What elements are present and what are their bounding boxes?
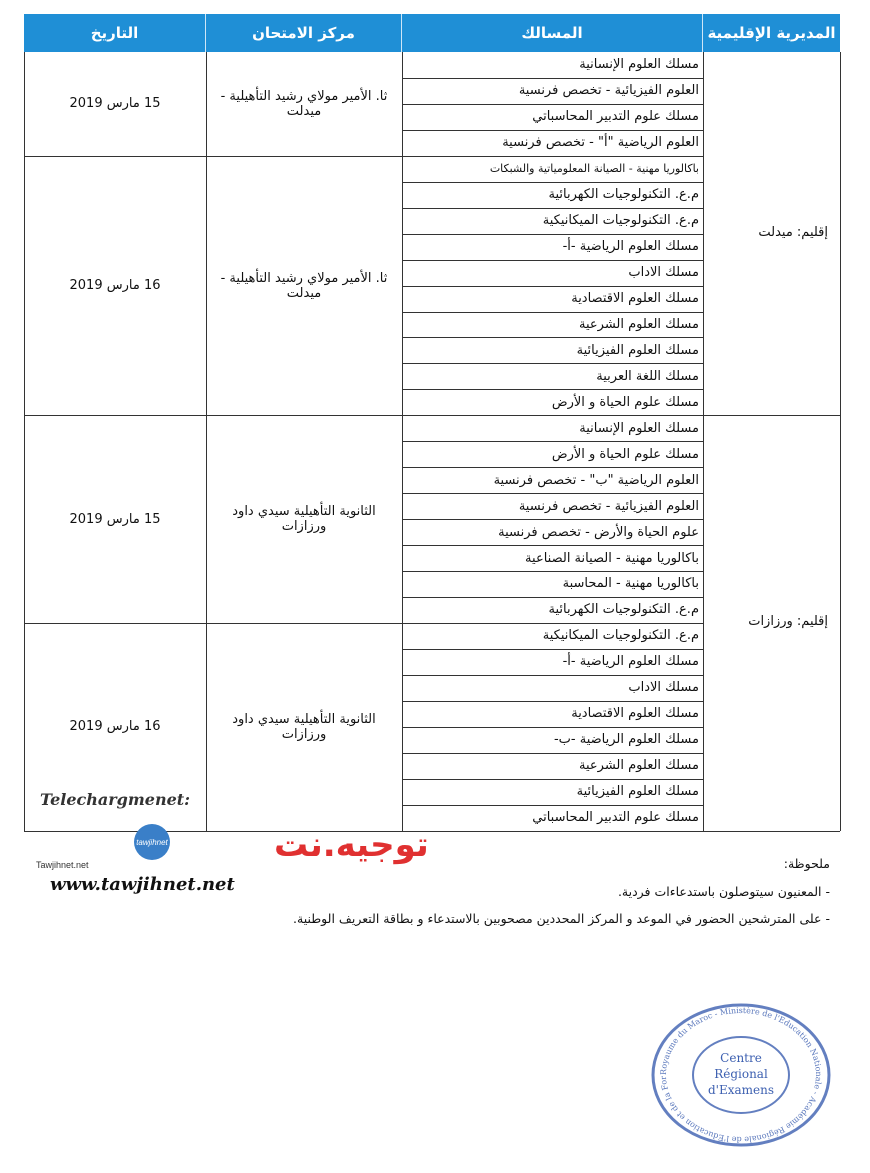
track-cell: باكالوريا مهنية - المحاسبة — [562, 576, 699, 592]
exam-date: 15 مارس 2019 — [69, 96, 161, 112]
header-directorate: المديرية الإقليمية — [703, 14, 840, 52]
logo-small-text: Tawjihnet.net — [36, 860, 89, 870]
track-cell: باكالوريا مهنية - الصيانة الصناعية — [525, 550, 699, 566]
track-cell: مسلك العلوم الاقتصادية — [571, 706, 699, 722]
track-cell: مسلك العلوم الرياضية -ب- — [553, 732, 699, 748]
download-label: Telechargmenet: — [40, 790, 191, 809]
official-stamp — [646, 1000, 836, 1150]
exam-center: ثا. الأمير مولاي رشيد التأهيلية - ميدلت — [220, 270, 388, 301]
track-cell: مسلك علوم التدبير المحاسباتي — [532, 109, 699, 125]
track-cell: العلوم الرياضية "ب" - تخصص فرنسية — [493, 472, 699, 488]
track-cell: مسلك علوم التدبير المحاسباتي — [532, 810, 699, 826]
site-url: www.tawjihnet.net — [50, 874, 235, 895]
track-cell: م.ع. التكنولوجيات الميكانيكية — [542, 628, 699, 644]
exam-date: 16 مارس 2019 — [69, 719, 161, 735]
track-cell: مسلك العلوم الفيزيائية — [576, 784, 699, 800]
column-divider — [402, 52, 403, 831]
track-cell: مسلك علوم الحياة و الأرض — [551, 446, 699, 462]
track-cell: مسلك العلوم الإنسانية — [579, 420, 699, 436]
track-cell: مسلك العلوم الرياضية -أ- — [562, 239, 699, 255]
stamp-line: Centre — [720, 1051, 762, 1065]
header-center: مركز الامتحان — [206, 14, 402, 52]
note-item: - المعنيون سيتوصلون باستدعاءات فردية. — [617, 884, 830, 899]
track-cell: مسلك العلوم الرياضية -أ- — [562, 654, 699, 670]
track-cell: مسلك العلوم الاقتصادية — [571, 291, 699, 307]
track-cell: مسلك العلوم الإنسانية — [579, 57, 699, 73]
province-label: إقليم: ميدلت — [758, 224, 828, 240]
track-cell: مسلك العلوم الشرعية — [579, 758, 699, 774]
column-divider — [703, 52, 704, 831]
notes-title: ملحوظة: — [783, 856, 830, 871]
stamp-line: Régional — [714, 1067, 768, 1081]
track-cell: علوم الحياة والأرض - تخصص فرنسية — [498, 524, 699, 540]
column-divider — [206, 52, 207, 831]
track-cell: العلوم الفيزيائية - تخصص فرنسية — [518, 498, 699, 514]
province-divider — [703, 415, 840, 416]
track-cell: م.ع. التكنولوجيات الكهربائية — [548, 602, 699, 618]
track-cell: م.ع. التكنولوجيات الميكانيكية — [542, 213, 699, 229]
column-divider — [24, 52, 25, 831]
track-cell: مسلك الاداب — [628, 265, 699, 281]
track-cell: باكالوريا مهنية - الصيانة المعلومياتية والشبكات — [489, 162, 699, 176]
logo-text: توجيه.نت — [274, 825, 429, 865]
logo-badge-text: tawjihnet — [136, 838, 168, 847]
track-cell: العلوم الفيزيائية - تخصص فرنسية — [518, 83, 699, 99]
exam-center: ثا. الأمير مولاي رشيد التأهيلية - ميدلت — [220, 88, 388, 119]
province-label: إقليم: ورزازات — [748, 613, 828, 629]
track-cell: م.ع. التكنولوجيات الكهربائية — [548, 187, 699, 203]
exam-date: 16 مارس 2019 — [69, 278, 161, 294]
note-item: - على المترشحين الحضور في الموعد و المركز المحددين مصحوبين بالاستدعاء و بطاقة التعريف الوطنية. — [293, 911, 830, 926]
column-divider — [840, 52, 841, 831]
header-tracks: المسالك — [402, 14, 703, 52]
site-logo — [34, 818, 429, 874]
exam-center: الثانوية التأهيلية سيدي داود ورزازات — [232, 711, 376, 742]
track-cell: مسلك العلوم الشرعية — [579, 316, 699, 332]
exam-date: 15 مارس 2019 — [69, 511, 161, 527]
track-cell: مسلك علوم الحياة و الأرض — [551, 394, 699, 410]
track-cell: مسلك الاداب — [628, 680, 699, 696]
header-date: التاريخ — [24, 14, 206, 52]
exam-center: الثانوية التأهيلية سيدي داود ورزازات — [232, 504, 376, 535]
track-cell: العلوم الرياضية "أ" - تخصص فرنسية — [502, 135, 699, 151]
stamp-line: d'Examens — [707, 1083, 775, 1097]
stamp-ring-text: Royaume du Maroc - Ministère de l'Education Nationale - Académie Régionale de l'Education et de la For — [658, 1005, 824, 1145]
track-cell: مسلك اللغة العربية — [596, 368, 699, 384]
track-cell: مسلك العلوم الفيزيائية — [576, 342, 699, 358]
